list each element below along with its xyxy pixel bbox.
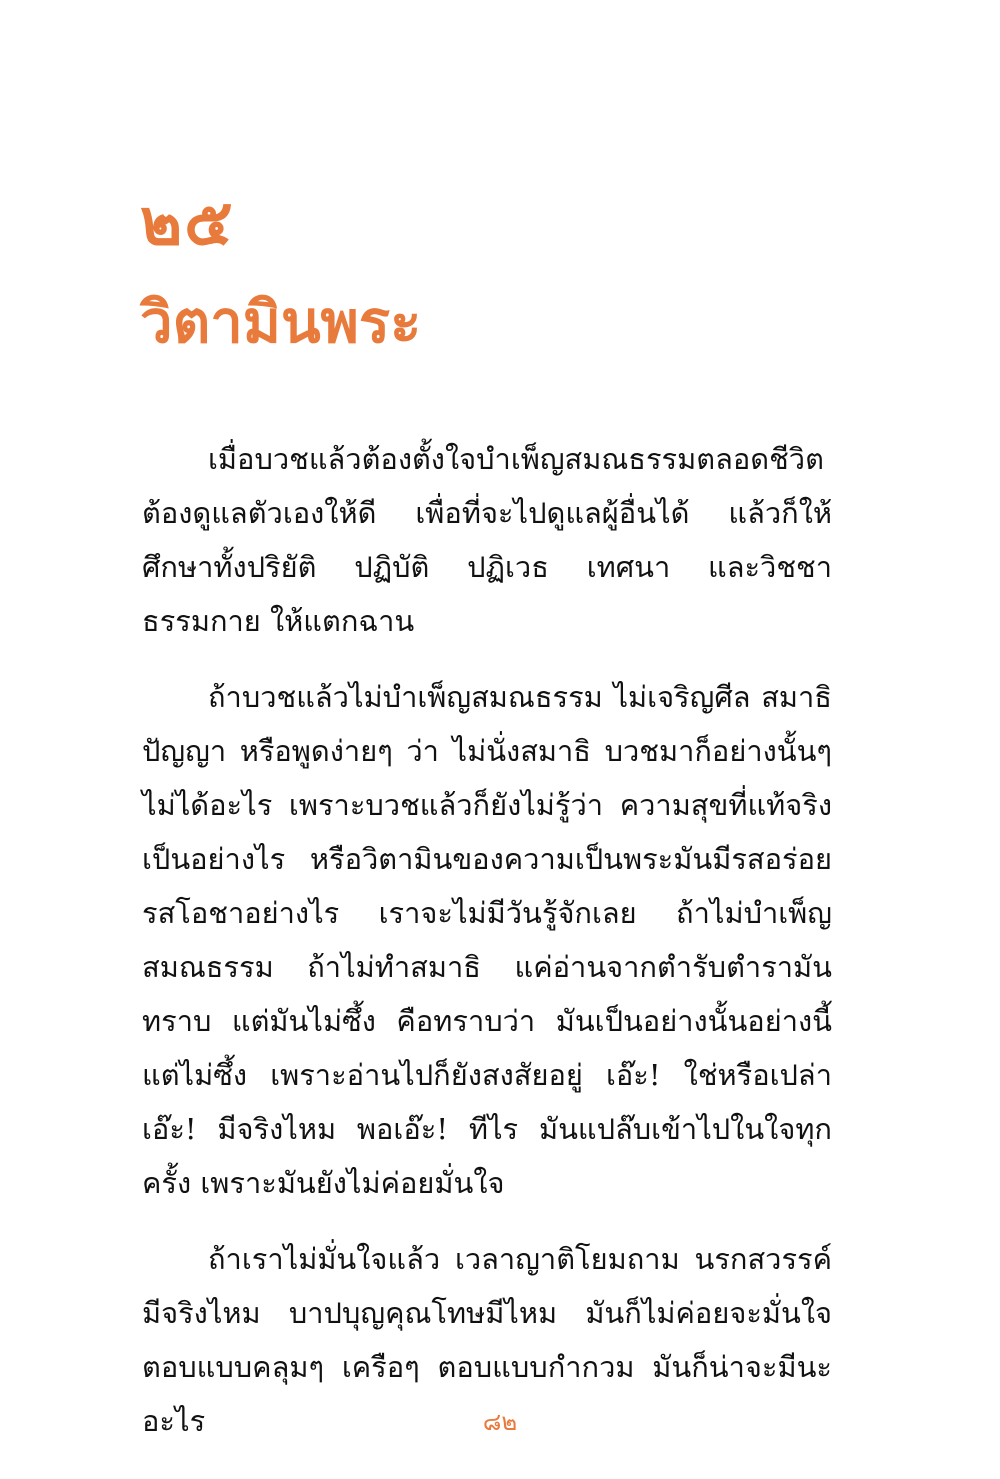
paragraph-1: เมื่อบวชแล้วต้องตั้งใจบำเพ็ญสมณธรรมตลอดชีวิต ต้องดูแลตัวเองให้ดี เพื่อที่จะไปดูแลผู้อื่นได้ แล้วก็ให้ศึกษาทั้งปริยัติ ปฏิบัติ ปฏิเวธ เทศนา และวิชชาธรรมกาย ให้แตกฉาน xyxy=(142,442,832,638)
chapter-number: ๒๕ xyxy=(140,186,235,260)
body-text xyxy=(142,432,832,1470)
page-number: ๘๒ xyxy=(482,1408,518,1436)
chapter-title: วิตามินพระ xyxy=(140,288,422,356)
paragraph-2: ถ้าบวชแล้วไม่บำเพ็ญสมณธรรม ไม่เจริญศีล สมาธิ ปัญญา หรือพูดง่ายๆ ว่า ไม่นั่งสมาธิ บวชมาก็อย่างนั้นๆ ไม่ได้อะไร เพราะบวชแล้วก็ยังไม่รู้ว่า ความสุขที่แท้จริงเป็นอย่างไร หรือวิตามินของความเป็นพระมันมีรสอร่อย รสโอชาอย่างไร เราจะไม่มีวันรู้จักเลย ถ้าไม่บำเพ็ญสมณธรรม ถ้าไม่ทำสมาธิ แค่อ่านจากตำรับตำรามันทราบ แต่มันไม่ซึ้ง คือทราบว่า มันเป็นอย่างนั้นอย่างนี้ แต่ไม่ซึ้ง เพราะอ่านไปก็ยังสงสัยอยู่ เอ๊ะ! ใช่หรือเปล่า เอ๊ะ! มีจริงไหม พอเอ๊ะ! ทีไร มันแปล๊บเข้าไปในใจทุกครั้ง เพราะมันยังไม่ค่อยมั่นใจ xyxy=(142,680,832,1200)
paragraph-3: ถ้าเราไม่มั่นใจแล้ว เวลาญาติโยมถาม นรกสวรรค์มีจริงไหม บาปบุญคุณโทษมีไหม มันก็ไม่ค่อยจะมั่นใจ ตอบแบบคลุมๆ เครือๆ ตอบแบบกำกวม มันก็น่าจะมีนะอะไร xyxy=(142,1242,832,1438)
